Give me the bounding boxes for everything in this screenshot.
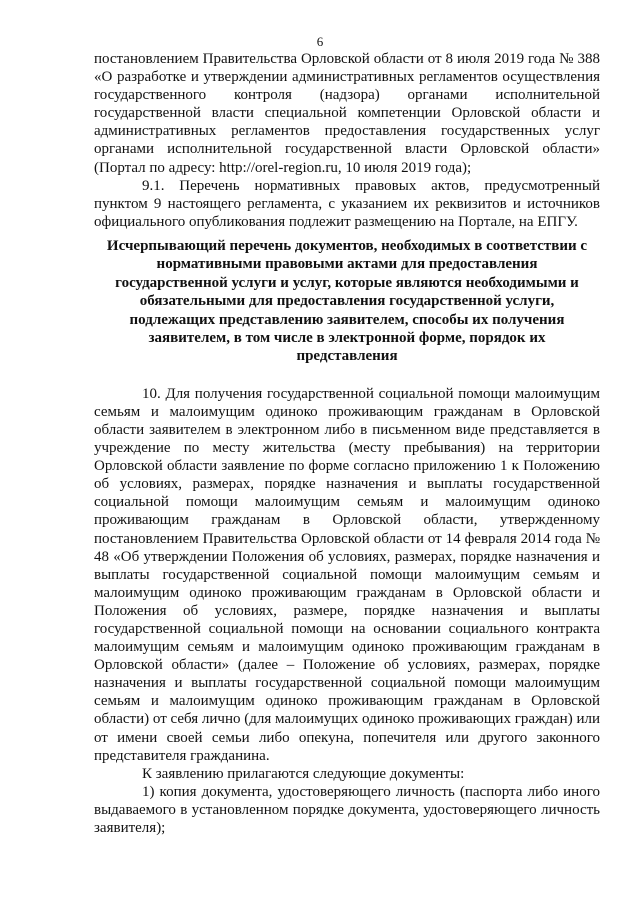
paragraph-9-1: 9.1. Перечень нормативных правовых актов, предусмотренный пунктом 9 настоящего регламента, с указанием их реквизитов и источников официального опубликования подлежит размещению на Портале, на ЕПГУ. <box>94 177 600 230</box>
document-body <box>94 50 600 837</box>
paragraph-continuation: постановлением Правительства Орловской области от 8 июля 2019 года № 388 «О разработке и утверждении административных регламентов осуществления государственного контроля (надзора) органами исполнительной государственной власти специальной компетенции Орловской области и административных регламентов предоставления государственных услуг органами исполнительной государственной власти Орловской области» (Портал по адресу: http://orel-region.ru, 10 июля 2019 года); <box>94 51 600 176</box>
section-heading: Исчерпывающий перечень документов, необходимых в соответствии с нормативными правовыми актами для предоставления государственной услуги и услуг, которые являются необходимыми и обязательными для предоставления государственной услуги, подлежащих представлению заявителем, способы их получения заявителем, в том числе в электронной форме, порядок их представления <box>106 237 588 365</box>
paragraph-10: 10. Для получения государственной социальной помощи малоимущим семьям и малоимущим одиноко проживающим гражданам в Орловской области заявителем в электронном либо в письменном виде представляется в учреждение по месту жительства (месту пребывания) на территории Орловской области заявление по форме согласно приложению 1 к Положению об условиях, размерах, порядке назначения и выплаты государственной социальной помощи малоимущим семьям и малоимущим одиноко проживающим гражданам в Орловской области, утвержденному постановлением Правительства Орловской области от 14 февраля 2014 года № 48 «Об утверждении Положения об условиях, размерах, порядке назначения и выплаты государственной социальной помощи малоимущим семьям и малоимущим одиноко проживающим гражданам в Орловской области и Положения об условиях, размере, порядке назначения и выплаты государственной социальной помощи на основании социального контракта малоимущим семьям и малоимущим одиноко проживающим гражданам в Орловской области» (далее – Положение об условиях, размерах, порядке назначения и выплаты государственной социальной помощи малоимущим семьям и малоимущим одиноко проживающим гражданам в Орловской области) от себя лично (для малоимущих одиноко проживающих граждан) или от имени своей семьи либо опекуна, попечителя или другого законного представителя гражданина. <box>94 385 600 764</box>
list-item-1: 1) копия документа, удостоверяющего личность (паспорта либо иного выдаваемого в установленном порядке документа, удостоверяющего личность заявителя); <box>94 783 600 837</box>
page-number: 6 <box>316 34 324 49</box>
paragraph-attachments-intro: К заявлению прилагаются следующие документы: <box>142 765 465 782</box>
